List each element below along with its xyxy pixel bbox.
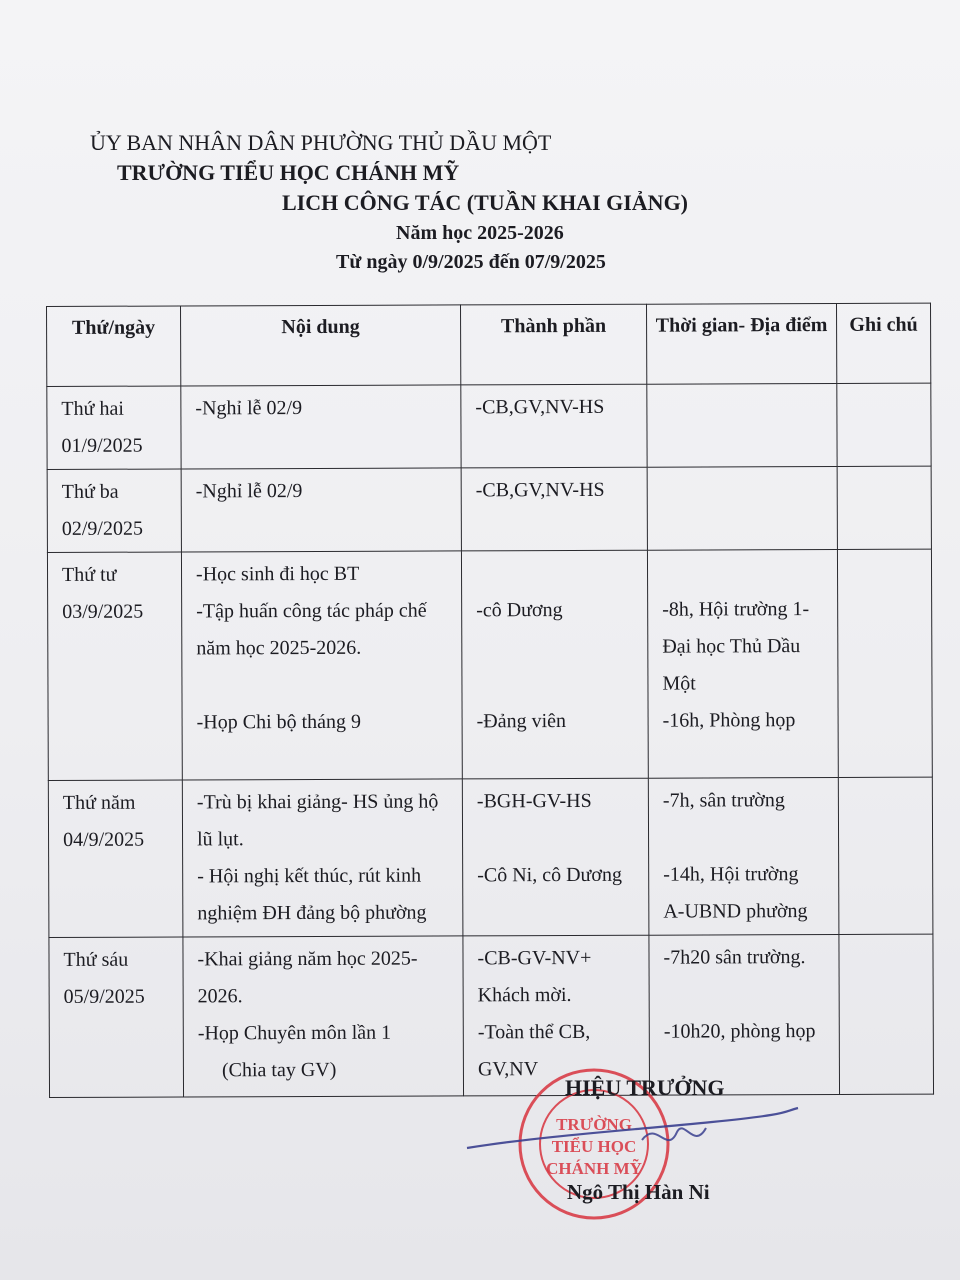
document-title: LICH CÔNG TÁC (TUẦN KHAI GIẢNG): [282, 190, 689, 215]
principal-name: Ngô Thị Hàn Ni: [567, 1180, 710, 1204]
seal-line-1: TRƯỜNG: [556, 1115, 632, 1134]
cell-line: GV,NV: [477, 1058, 539, 1081]
school-year: Năm học 2025-2026: [396, 222, 564, 244]
cell-line: Đại học Thủ Dầu: [662, 635, 801, 658]
cell-line: -14h, Hội trường: [663, 863, 799, 886]
cell-line: A-UBND phường: [663, 900, 808, 923]
cell-members: [461, 550, 648, 779]
table-row: [49, 934, 934, 1097]
cell-content: [181, 468, 461, 552]
cell-line: [662, 554, 831, 592]
cell-members: [462, 778, 649, 936]
cell-members: [461, 384, 647, 468]
cell-line: -CB-GV-NV+: [477, 946, 592, 970]
cell-day: [47, 552, 182, 781]
cell-line: (Chia tay GV): [221, 1058, 337, 1082]
cell-line: -Họp Chi bộ tháng 9: [196, 710, 362, 734]
seal-line-2: TIỂU HỌC: [551, 1137, 637, 1156]
cell-note: [837, 383, 931, 466]
cell-line: -8h, Hội trường 1-: [662, 598, 810, 621]
cell-line: -CB,GV,NV-HS: [475, 395, 605, 419]
cell-line: 02/9/2025: [61, 517, 144, 540]
cell-line: -BGH-GV-HS: [476, 789, 592, 813]
cell-time: [647, 383, 837, 467]
cell-note: [837, 549, 932, 777]
seal-line-3: CHÁNH MỸ: [546, 1159, 642, 1178]
table-row: [48, 777, 933, 937]
cell-line: [477, 894, 642, 932]
cell-line: -Đảng viên: [476, 710, 567, 733]
cell-line: [477, 820, 642, 858]
cell-line: 04/9/2025: [63, 828, 145, 851]
cell-line: -7h, sân trường: [662, 789, 785, 812]
cell-line: Khách mời.: [477, 983, 572, 1007]
cell-day: [48, 780, 183, 938]
cell-line: -cô Dương: [476, 599, 563, 622]
cell-time: [649, 934, 840, 1095]
cell-line: Thứ tư: [61, 563, 117, 586]
cell-line: -Toàn thể CB,: [477, 1020, 591, 1044]
cell-line: -Tập huấn công tác pháp chế: [196, 599, 427, 623]
cell-line: lũ lụt.: [197, 828, 244, 851]
cell-line: -Họp Chuyên môn lần 1: [197, 1021, 392, 1045]
cell-note: [838, 777, 933, 934]
cell-line: Một: [662, 672, 696, 695]
principal-title: HIỆU TRƯỞNG: [565, 1075, 725, 1100]
cell-line: [476, 555, 641, 593]
cell-line: -Khai giảng năm học 2025-: [197, 947, 418, 971]
header-note: Ghi chú: [836, 303, 930, 383]
cell-line: nghiệm ĐH đảng bộ phường: [197, 901, 427, 925]
cell-line: Thứ sáu: [63, 948, 129, 971]
cell-content: [182, 779, 463, 937]
cell-members: [461, 467, 647, 551]
cell-note: [837, 466, 931, 549]
issuing-authority: ỦY BAN NHÂN DÂN PHƯỜNG THỦ DẦU MỘT: [90, 130, 552, 155]
cell-line: -Học sinh đi học BT: [195, 562, 360, 586]
cell-line: [476, 666, 641, 704]
cell-line: -Nghỉ lễ 02/9: [195, 480, 303, 503]
cell-line: -Nghỉ lễ 02/9: [195, 397, 303, 420]
cell-line: -16h, Phòng họp: [662, 709, 796, 732]
cell-note: [839, 934, 934, 1094]
schedule-body: [47, 383, 934, 1097]
cell-time: [647, 466, 837, 550]
cell-line: Thứ ba: [61, 480, 119, 503]
cell-line: -Trù bị khai giảng- HS ủng hộ: [196, 790, 439, 814]
cell-line: -10h20, phòng họp: [663, 1020, 816, 1043]
cell-line: -7h20 sân trường.: [663, 946, 806, 969]
table-row: [47, 466, 931, 552]
header-members: Thành phần: [460, 304, 646, 385]
cell-content: [183, 936, 464, 1097]
cell-line: [196, 666, 455, 704]
cell-content: [181, 551, 462, 780]
cell-line: -CB,GV,NV-HS: [475, 478, 605, 502]
cell-line: 05/9/2025: [63, 985, 145, 1008]
table-row: [47, 383, 931, 469]
cell-day: [49, 937, 184, 1098]
cell-content: [181, 385, 461, 469]
cell-line: -Cô Ni, cô Dương: [477, 863, 622, 887]
table-row: [47, 549, 932, 780]
cell-line: Thứ hai: [61, 397, 124, 420]
cell-line: - Hội nghị kết thúc, rút kinh: [197, 864, 422, 888]
header-content: Nội dung: [181, 305, 461, 386]
header-time-place: Thời gian- Địa điểm: [646, 303, 836, 384]
header-day: Thứ/ngày: [47, 306, 181, 387]
school-name: TRƯỜNG TIỂU HỌC CHÁNH MỸ: [117, 160, 460, 185]
cell-line: [664, 976, 833, 1014]
cell-day: [47, 386, 181, 470]
cell-line: 2026.: [197, 985, 243, 1008]
cell-line: 01/9/2025: [61, 434, 143, 457]
cell-line: [476, 629, 641, 667]
handwritten-signature: [462, 1100, 802, 1170]
schedule-table: [46, 303, 934, 1098]
cell-line: [663, 819, 832, 857]
cell-time: [647, 549, 838, 778]
table-header-row: [47, 303, 931, 386]
date-range: Từ ngày 0/9/2025 đến 07/9/2025: [336, 251, 606, 273]
cell-line: Thứ năm: [62, 791, 136, 814]
cell-line: 03/9/2025: [62, 600, 144, 623]
cell-line: năm học 2025-2026.: [196, 636, 362, 660]
cell-day: [47, 469, 181, 553]
cell-time: [648, 777, 839, 935]
